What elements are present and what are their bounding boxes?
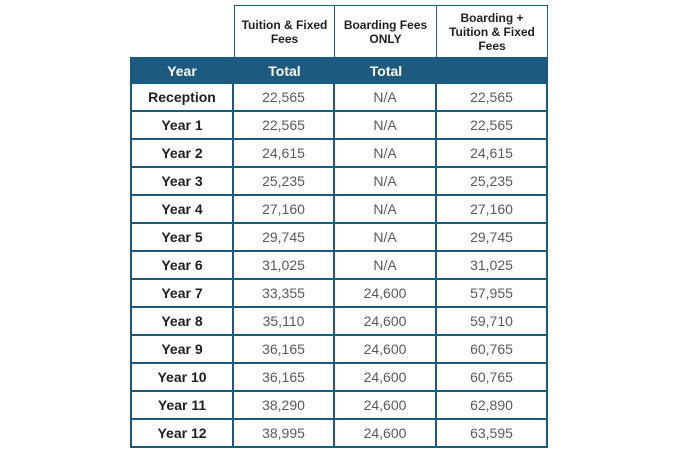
row-year-cell: Year 9	[130, 336, 234, 364]
row-boarding-cell: N/A	[335, 252, 437, 280]
row-boarding-cell: N/A	[335, 224, 437, 252]
row-tuition-cell: 33,355	[234, 280, 335, 308]
row-year-cell: Year 12	[130, 420, 234, 448]
subheader-total-boarding: Total	[335, 57, 437, 84]
row-tuition-cell: 36,165	[234, 336, 335, 364]
row-boarding-cell: 24,600	[335, 308, 437, 336]
row-year-cell: Year 6	[130, 252, 234, 280]
subheader-year: Year	[130, 57, 234, 84]
fees-table	[130, 5, 548, 448]
row-combined-cell: 29,745	[437, 224, 548, 252]
row-tuition-cell: 31,025	[234, 252, 335, 280]
table-row	[130, 140, 548, 168]
table-row	[130, 112, 548, 140]
row-tuition-cell: 35,110	[234, 308, 335, 336]
header-tuition: Tuition & Fixed Fees	[234, 5, 335, 57]
table-row	[130, 280, 548, 308]
row-year-cell: Year 2	[130, 140, 234, 168]
subheader-total-combined	[437, 57, 548, 84]
row-year-cell: Year 3	[130, 168, 234, 196]
table-row	[130, 392, 548, 420]
row-boarding-cell: N/A	[335, 140, 437, 168]
row-tuition-cell: 29,745	[234, 224, 335, 252]
subheader-total-tuition: Total	[234, 57, 335, 84]
row-combined-cell: 59,710	[437, 308, 548, 336]
row-combined-cell: 62,890	[437, 392, 548, 420]
table-row	[130, 84, 548, 112]
column-header-row	[130, 5, 548, 57]
row-year-cell: Year 10	[130, 364, 234, 392]
row-boarding-cell: 24,600	[335, 280, 437, 308]
row-tuition-cell: 36,165	[234, 364, 335, 392]
row-combined-cell: 31,025	[437, 252, 548, 280]
row-combined-cell: 22,565	[437, 84, 548, 112]
table-row	[130, 420, 548, 448]
table-row	[130, 196, 548, 224]
row-tuition-cell: 38,995	[234, 420, 335, 448]
row-year-cell: Year 5	[130, 224, 234, 252]
row-combined-cell: 60,765	[437, 364, 548, 392]
row-tuition-cell: 38,290	[234, 392, 335, 420]
row-combined-cell: 63,595	[437, 420, 548, 448]
row-boarding-cell: 24,600	[335, 364, 437, 392]
row-boarding-cell: N/A	[335, 112, 437, 140]
row-year-cell: Year 11	[130, 392, 234, 420]
row-combined-cell: 24,615	[437, 140, 548, 168]
row-tuition-cell: 25,235	[234, 168, 335, 196]
row-combined-cell: 22,565	[437, 112, 548, 140]
row-combined-cell: 60,765	[437, 336, 548, 364]
header-boarding-only: Boarding Fees ONLY	[335, 5, 437, 57]
row-combined-cell: 25,235	[437, 168, 548, 196]
row-year-cell: Year 1	[130, 112, 234, 140]
row-tuition-cell: 22,565	[234, 112, 335, 140]
row-tuition-cell: 24,615	[234, 140, 335, 168]
table-row	[130, 336, 548, 364]
row-boarding-cell: 24,600	[335, 336, 437, 364]
header-combined: Boarding + Tuition & Fixed Fees	[437, 5, 548, 57]
table-row	[130, 168, 548, 196]
fees-table-body	[130, 5, 548, 448]
row-combined-cell: 27,160	[437, 196, 548, 224]
row-year-cell: Reception	[130, 84, 234, 112]
row-tuition-cell: 22,565	[234, 84, 335, 112]
row-combined-cell: 57,955	[437, 280, 548, 308]
table-row	[130, 224, 548, 252]
header-blank-cell	[130, 5, 234, 57]
row-year-cell: Year 7	[130, 280, 234, 308]
table-row	[130, 308, 548, 336]
row-tuition-cell: 27,160	[234, 196, 335, 224]
row-boarding-cell: N/A	[335, 168, 437, 196]
row-year-cell: Year 4	[130, 196, 234, 224]
row-boarding-cell: 24,600	[335, 420, 437, 448]
table-row	[130, 364, 548, 392]
row-boarding-cell: N/A	[335, 196, 437, 224]
row-boarding-cell: 24,600	[335, 392, 437, 420]
subheader-row	[130, 57, 548, 84]
table-row	[130, 252, 548, 280]
row-boarding-cell: N/A	[335, 84, 437, 112]
row-year-cell: Year 8	[130, 308, 234, 336]
